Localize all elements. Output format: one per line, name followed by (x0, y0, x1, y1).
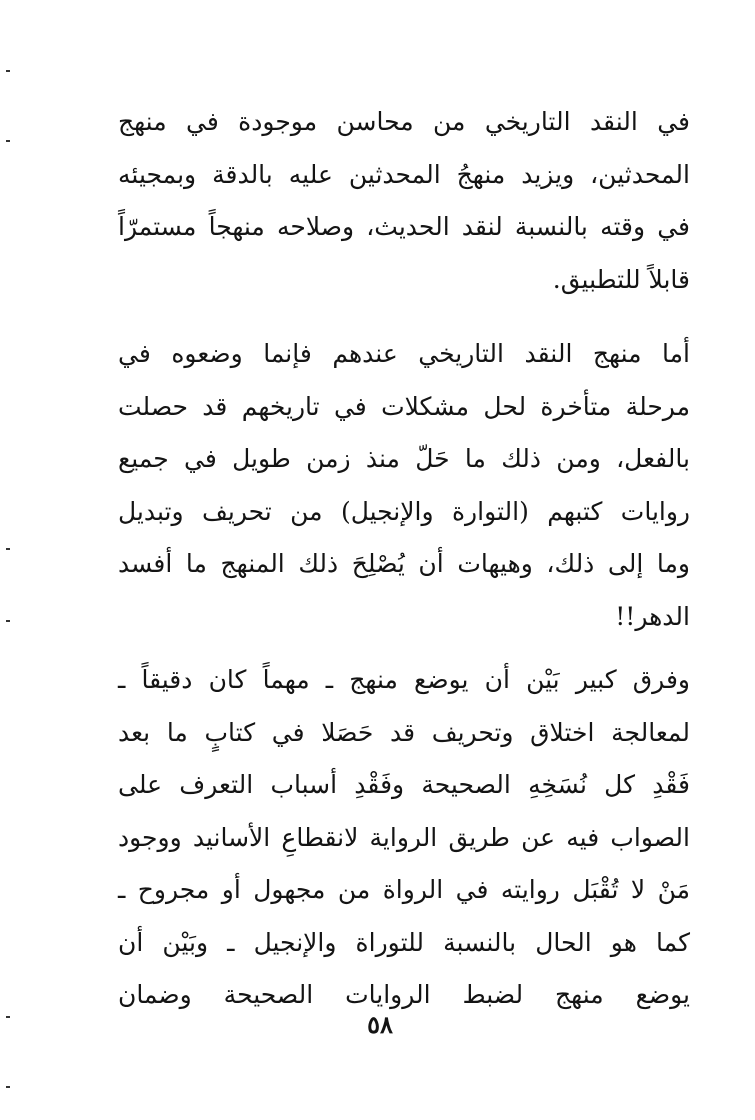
paragraph-line: المحدثين، ويزيد منهجُ المحدثين عليه بالدقة وبمجيئه (118, 159, 690, 189)
paragraph-1 (118, 96, 690, 306)
paragraph-line: وفرق كبير بَيْن أن يوضع منهج ـ مهماً كان دقيقاً ـ (118, 665, 690, 694)
paragraph-line: مرحلة متأخرة لحل مشكلات في تاريخهم قد حصلت (118, 391, 690, 421)
paragraph-line: الدهر!! (615, 601, 690, 631)
paragraph-line: لمعالجة اختلاق وتحريف قد حَصَلا في كتابٍ ما بعد (118, 717, 690, 747)
edge-mark (6, 1016, 10, 1018)
paragraph-2 (118, 328, 690, 643)
paragraph-line: روايات كتبهم (التوارة والإنجيل) من تحريف وتبديل (118, 496, 690, 526)
paragraph-line: قابلاً للتطبيق. (552, 264, 690, 294)
paragraph-line: كما هو الحال بالنسبة للتوراة والإنجيل ـ وبَيْن أن (118, 927, 690, 957)
paragraph-line: أما منهج النقد التاريخي عندهم فإنما وضعوه في (118, 339, 690, 368)
paragraph-3 (118, 654, 690, 1022)
edge-mark (6, 140, 10, 142)
page-number: ٥٨ (367, 1010, 393, 1039)
paragraph-line: يوضع منهج لضبط الروايات الصحيحة وضمان (118, 980, 690, 1009)
paragraph-line: مَنْ لا تُقْبَل روايته في الرواة من مجهول أو مجروح ـ (118, 875, 690, 904)
edge-mark (6, 1086, 10, 1088)
edge-mark (6, 548, 10, 550)
paragraph-line: فَقْدِ كل نُسَخِهِ الصحيحة وفَقْدِ أسباب التعرف على (118, 770, 690, 799)
paragraph-line: في وقته بالنسبة لنقد الحديث، وصلاحه منهجاً مستمرّاً (118, 212, 690, 241)
edge-mark (6, 620, 10, 622)
paragraph-line: بالفعل، ومن ذلك ما حَلّ منذ زمن طويل في جميع (118, 444, 690, 473)
edge-mark (6, 70, 10, 72)
paragraph-line: وما إلى ذلك، وهيهات أن يُصْلِحَ ذلك المنهج ما أفسد (118, 549, 690, 578)
paragraph-line: في النقد التاريخي من محاسن موجودة في منهج (118, 107, 690, 136)
paragraph-line: الصواب فيه عن طريق الرواية لانقطاعِ الأسانيد ووجود (118, 822, 690, 852)
